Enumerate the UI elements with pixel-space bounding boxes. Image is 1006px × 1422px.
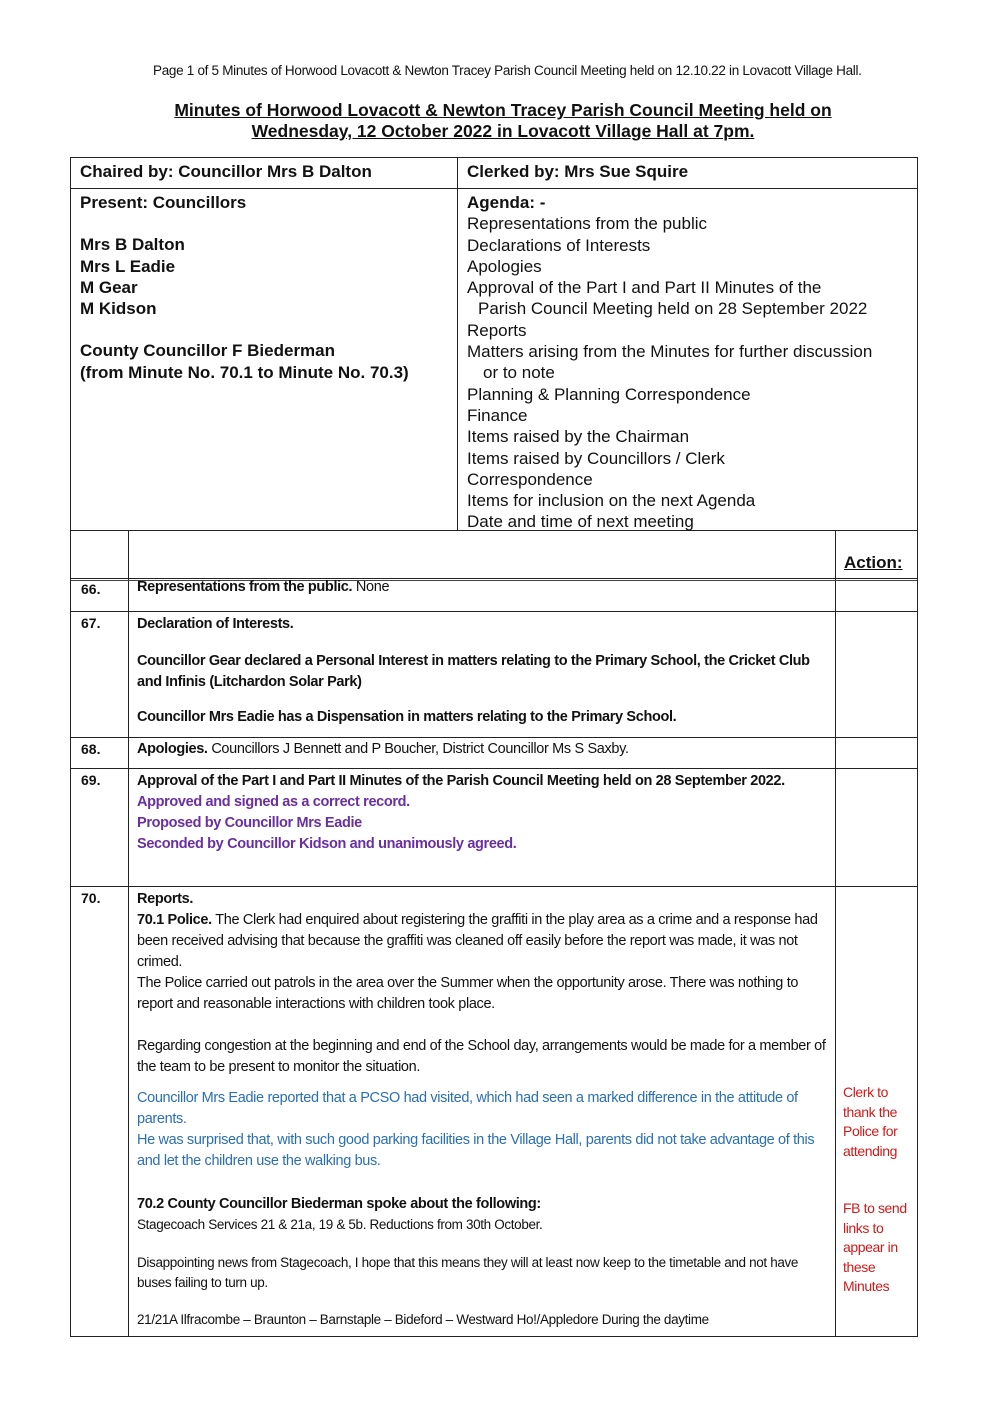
police-report xyxy=(137,910,827,973)
present-member: M Kidson xyxy=(80,299,157,319)
agenda-item: Apologies xyxy=(467,256,542,276)
agenda-item: Items raised by Councillors / Clerk xyxy=(467,448,725,468)
present-list xyxy=(80,192,409,383)
title-line-2: Wednesday, 12 October 2022 in Lovacott Village Hall at 7pm. xyxy=(251,121,755,141)
minute-number: 67. xyxy=(81,615,101,631)
agenda-item: Correspondence xyxy=(467,469,593,489)
minute-text: 21/21A Ilfracombe – Braunton – Barnstaple – Bideford – Westward Ho!/Appledore During the daytime xyxy=(137,1312,709,1327)
minute-heading: Reports. xyxy=(137,891,194,907)
action-note: Clerk to thank the Police for attending xyxy=(843,1084,898,1159)
minute-67 xyxy=(137,614,827,728)
agenda-item: Representations from the public xyxy=(467,214,708,234)
action-column-header: Action: xyxy=(844,553,903,572)
subsection-label: 70.1 Police. xyxy=(137,912,212,928)
agenda-item: or to note xyxy=(483,363,555,383)
minute-text: He was surprised that, with such good parking facilities in the Village Hall, parents did not take advantage of this and let the children use the walking bus. xyxy=(137,1132,815,1169)
action-note: FB to send links to appear in these Minutes xyxy=(843,1200,907,1294)
resolution-line: Seconded by Councillor Kidson and unanimously agreed. xyxy=(137,836,517,852)
minute-text: Regarding congestion at the beginning and end of the School day, arrangements would be made for a member of the team to be present to monitor the situation. xyxy=(137,1038,826,1075)
minute-text: Councillor Gear declared a Personal Interest in matters relating to the Primary School, the Cricket Club and Infinis (Litchardon Solar Park) xyxy=(137,653,810,690)
title-line-1: Minutes of Horwood Lovacott & Newton Tracey Parish Council Meeting held on xyxy=(174,100,832,120)
present-member: Mrs L Eadie xyxy=(80,256,176,276)
minute-heading: Declaration of Interests. xyxy=(137,616,294,632)
minute-text: Disappointing news from Stagecoach, I hope that this means they will at least now keep to the timetable and not have buses failing to turn up. xyxy=(137,1255,799,1290)
minute-heading: Representations from the public. xyxy=(137,579,353,595)
minute-70 xyxy=(137,889,827,1330)
minute-number: 66. xyxy=(81,581,101,597)
resolution-line: Approved and signed as a correct record. xyxy=(137,794,410,810)
agenda-item: Items raised by the Chairman xyxy=(467,427,690,447)
page-header: Page 1 of 5 Minutes of Horwood Lovacott & Newton Tracey Parish Council Meeting held on 12.10.22 in Lovacott Village Hall. xyxy=(153,63,862,78)
minute-number: 68. xyxy=(81,741,101,757)
agenda-item: Finance xyxy=(467,405,528,425)
agenda-item: Date and time of next meeting xyxy=(467,512,694,532)
clerked-by: Clerked by: Mrs Sue Squire xyxy=(467,162,689,181)
agenda-list xyxy=(467,192,872,533)
agenda-item: Reports xyxy=(467,320,527,340)
present-member: Mrs B Dalton xyxy=(80,235,185,255)
minute-69 xyxy=(137,771,827,855)
county-councillor-note: (from Minute No. 70.1 to Minute No. 70.3) xyxy=(80,362,409,382)
chaired-by: Chaired by: Councillor Mrs B Dalton xyxy=(80,162,372,181)
minute-number: 70. xyxy=(81,890,101,906)
agenda-heading: Agenda: - xyxy=(467,193,546,212)
minute-number: 69. xyxy=(81,772,101,788)
agenda-item: Matters arising from the Minutes for further discussion xyxy=(467,342,873,362)
agenda-item: Declarations of Interests xyxy=(467,235,651,255)
minute-68 xyxy=(137,739,827,760)
minute-text: Councillor Mrs Eadie reported that a PCSO had visited, which had seen a marked difference in the attitude of parents. xyxy=(137,1090,798,1127)
county-councillor: County Councillor F Biederman xyxy=(80,341,336,361)
minute-text: The Police carried out patrols in the area over the Summer when the opportunity arose. There was nothing to report and reasonable interactions with children took place. xyxy=(137,975,799,1012)
minute-text: None xyxy=(355,579,390,595)
meeting-info-table xyxy=(70,157,918,531)
present-heading: Present: Councillors xyxy=(80,193,247,212)
agenda-item: Planning & Planning Correspondence xyxy=(467,384,751,404)
minute-heading: Approval of the Part I and Part II Minutes of the Parish Council Meeting held on 28 September 2022. xyxy=(137,773,785,789)
resolution-line: Proposed by Councillor Mrs Eadie xyxy=(137,815,362,831)
minute-text: Councillor Mrs Eadie has a Dispensation in matters relating to the Primary School. xyxy=(137,709,677,725)
minute-text: Councillors J Bennett and P Boucher, District Councillor Ms S Saxby. xyxy=(211,741,629,757)
minute-text: Stagecoach Services 21 & 21a, 19 & 5b. Reductions from 30th October. xyxy=(137,1217,543,1232)
agenda-item: Approval of the Part I and Part II Minutes of the xyxy=(467,278,822,298)
present-member: M Gear xyxy=(80,277,138,297)
subsection-heading: 70.2 County Councillor Biederman spoke about the following: xyxy=(137,1196,541,1212)
minutes-table xyxy=(70,531,918,1337)
minute-66 xyxy=(137,577,827,598)
document-title xyxy=(60,100,946,142)
agenda-item: Parish Council Meeting held on 28 September 2022 xyxy=(478,299,868,319)
minute-heading: Apologies. xyxy=(137,741,208,757)
minute-text: The Clerk had enquired about registering the graffiti in the play area as a crime and a response had been received advising that because the graffiti was cleaned off easily before the report was made, it was not crimed. xyxy=(137,912,818,970)
agenda-item: Items for inclusion on the next Agenda xyxy=(467,491,756,511)
